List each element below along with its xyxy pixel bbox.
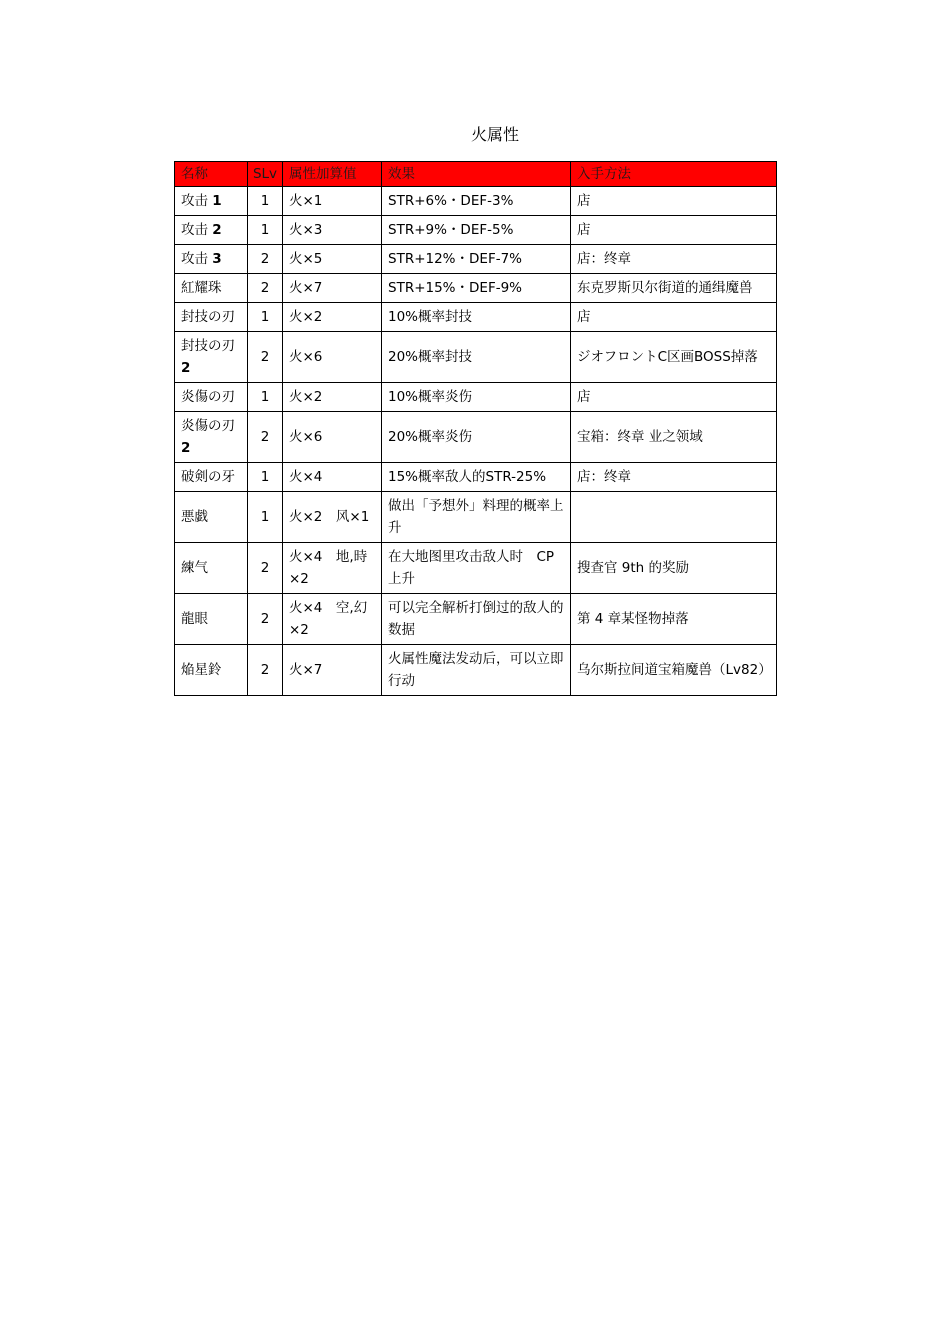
cell-effect: 10%概率封技 xyxy=(382,303,571,332)
skill-name: 攻击 xyxy=(181,222,208,238)
cell-obtain: 店 xyxy=(571,383,777,412)
cell-slv: 2 xyxy=(248,645,283,696)
cell-attribute: 火×4 xyxy=(283,463,382,492)
table-row xyxy=(175,274,777,303)
cell-slv: 2 xyxy=(248,245,283,274)
table-row xyxy=(175,216,777,245)
table-header xyxy=(175,162,777,187)
cell-obtain: 店 xyxy=(571,187,777,216)
cell-effect: STR+6%・DEF-3% xyxy=(382,187,571,216)
skill-number: 2 xyxy=(212,222,222,238)
cell-effect: STR+12%・DEF-7% xyxy=(382,245,571,274)
cell-obtain xyxy=(571,492,777,543)
cell-attribute: 火×3 xyxy=(283,216,382,245)
skill-name: 龍眼 xyxy=(181,611,208,627)
cell-attribute: 火×6 xyxy=(283,332,382,383)
cell-obtain: 店 xyxy=(571,216,777,245)
cell-attribute: 火×2 xyxy=(283,303,382,332)
cell-obtain: 店：终章 xyxy=(571,463,777,492)
cell-effect: STR+15%・DEF-9% xyxy=(382,274,571,303)
table-row xyxy=(175,543,777,594)
cell-slv: 1 xyxy=(248,303,283,332)
table-row xyxy=(175,383,777,412)
skill-name: 封技の刃 xyxy=(181,338,235,354)
cell-slv: 2 xyxy=(248,274,283,303)
page-title: 火属性 xyxy=(470,125,519,144)
skill-name: 封技の刃 xyxy=(181,309,235,325)
skill-name: 攻击 xyxy=(181,251,208,267)
header-slv: SLv xyxy=(248,162,283,187)
table-row xyxy=(175,303,777,332)
cell-effect: 做出「予想外」料理的概率上升 xyxy=(382,492,571,543)
table-row xyxy=(175,412,777,463)
cell-attribute: 火×2 风×1 xyxy=(283,492,382,543)
cell-effect: 20%概率封技 xyxy=(382,332,571,383)
header-effect: 效果 xyxy=(382,162,571,187)
skill-name: 焔星鈴 xyxy=(181,662,222,678)
cell-effect: 15%概率敌人的STR-25% xyxy=(382,463,571,492)
cell-obtain: 宝箱：终章 业之领域 xyxy=(571,412,777,463)
skill-name: 悪戯 xyxy=(181,509,208,525)
cell-slv: 1 xyxy=(248,216,283,245)
skill-name: 練气 xyxy=(181,560,208,576)
cell-effect: STR+9%・DEF-5% xyxy=(382,216,571,245)
cell-name xyxy=(175,492,248,543)
cell-obtain: 乌尔斯拉间道宝箱魔兽（Lv82） xyxy=(571,645,777,696)
cell-slv: 1 xyxy=(248,187,283,216)
cell-attribute: 火×2 xyxy=(283,383,382,412)
table-row xyxy=(175,332,777,383)
cell-attribute: 火×4 空,幻×2 xyxy=(283,594,382,645)
header-obtain: 入手方法 xyxy=(571,162,777,187)
cell-name xyxy=(175,332,248,383)
cell-attribute: 火×1 xyxy=(283,187,382,216)
skill-name: 紅耀珠 xyxy=(181,280,222,296)
cell-name xyxy=(175,274,248,303)
skill-name: 破剣の牙 xyxy=(181,469,235,485)
cell-slv: 2 xyxy=(248,332,283,383)
cell-attribute: 火×6 xyxy=(283,412,382,463)
table-row xyxy=(175,187,777,216)
cell-slv: 2 xyxy=(248,594,283,645)
cell-attribute: 火×7 xyxy=(283,274,382,303)
table-row xyxy=(175,492,777,543)
cell-effect: 10%概率炎伤 xyxy=(382,383,571,412)
skill-number: 1 xyxy=(212,193,222,209)
skill-number: 2 xyxy=(181,440,191,456)
cell-attribute: 火×5 xyxy=(283,245,382,274)
cell-slv: 2 xyxy=(248,543,283,594)
cell-attribute: 火×7 xyxy=(283,645,382,696)
table-row xyxy=(175,645,777,696)
cell-name xyxy=(175,245,248,274)
cell-name xyxy=(175,216,248,245)
cell-obtain: 搜查官 9th 的奖励 xyxy=(571,543,777,594)
cell-effect: 在大地图里攻击敌人时 CP上升 xyxy=(382,543,571,594)
cell-slv: 2 xyxy=(248,412,283,463)
cell-slv: 1 xyxy=(248,463,283,492)
cell-name xyxy=(175,543,248,594)
cell-slv: 1 xyxy=(248,492,283,543)
skill-name: 攻击 xyxy=(181,193,208,209)
cell-name xyxy=(175,383,248,412)
cell-effect: 20%概率炎伤 xyxy=(382,412,571,463)
table-row xyxy=(175,594,777,645)
header-attribute: 属性加算值 xyxy=(283,162,382,187)
cell-obtain: 东克罗斯贝尔街道的通缉魔兽 xyxy=(571,274,777,303)
table-row xyxy=(175,245,777,274)
cell-obtain: 店 xyxy=(571,303,777,332)
cell-attribute: 火×4 地,時×2 xyxy=(283,543,382,594)
cell-obtain: 第 4 章某怪物掉落 xyxy=(571,594,777,645)
cell-name xyxy=(175,303,248,332)
cell-name xyxy=(175,463,248,492)
cell-slv: 1 xyxy=(248,383,283,412)
header-name: 名称 xyxy=(175,162,248,187)
cell-effect: 火属性魔法发动后，可以立即行动 xyxy=(382,645,571,696)
table-body xyxy=(175,187,777,696)
cell-obtain: ジオフロントC区画BOSS掉落 xyxy=(571,332,777,383)
cell-effect: 可以完全解析打倒过的敌人的数据 xyxy=(382,594,571,645)
table-row xyxy=(175,463,777,492)
cell-obtain: 店：终章 xyxy=(571,245,777,274)
skill-number: 2 xyxy=(181,360,191,376)
cell-name xyxy=(175,187,248,216)
skill-name: 炎傷の刃 xyxy=(181,418,235,434)
cell-name xyxy=(175,594,248,645)
skill-table xyxy=(174,161,777,696)
skill-number: 3 xyxy=(212,251,222,267)
cell-name xyxy=(175,645,248,696)
skill-name: 炎傷の刃 xyxy=(181,389,235,405)
cell-name xyxy=(175,412,248,463)
